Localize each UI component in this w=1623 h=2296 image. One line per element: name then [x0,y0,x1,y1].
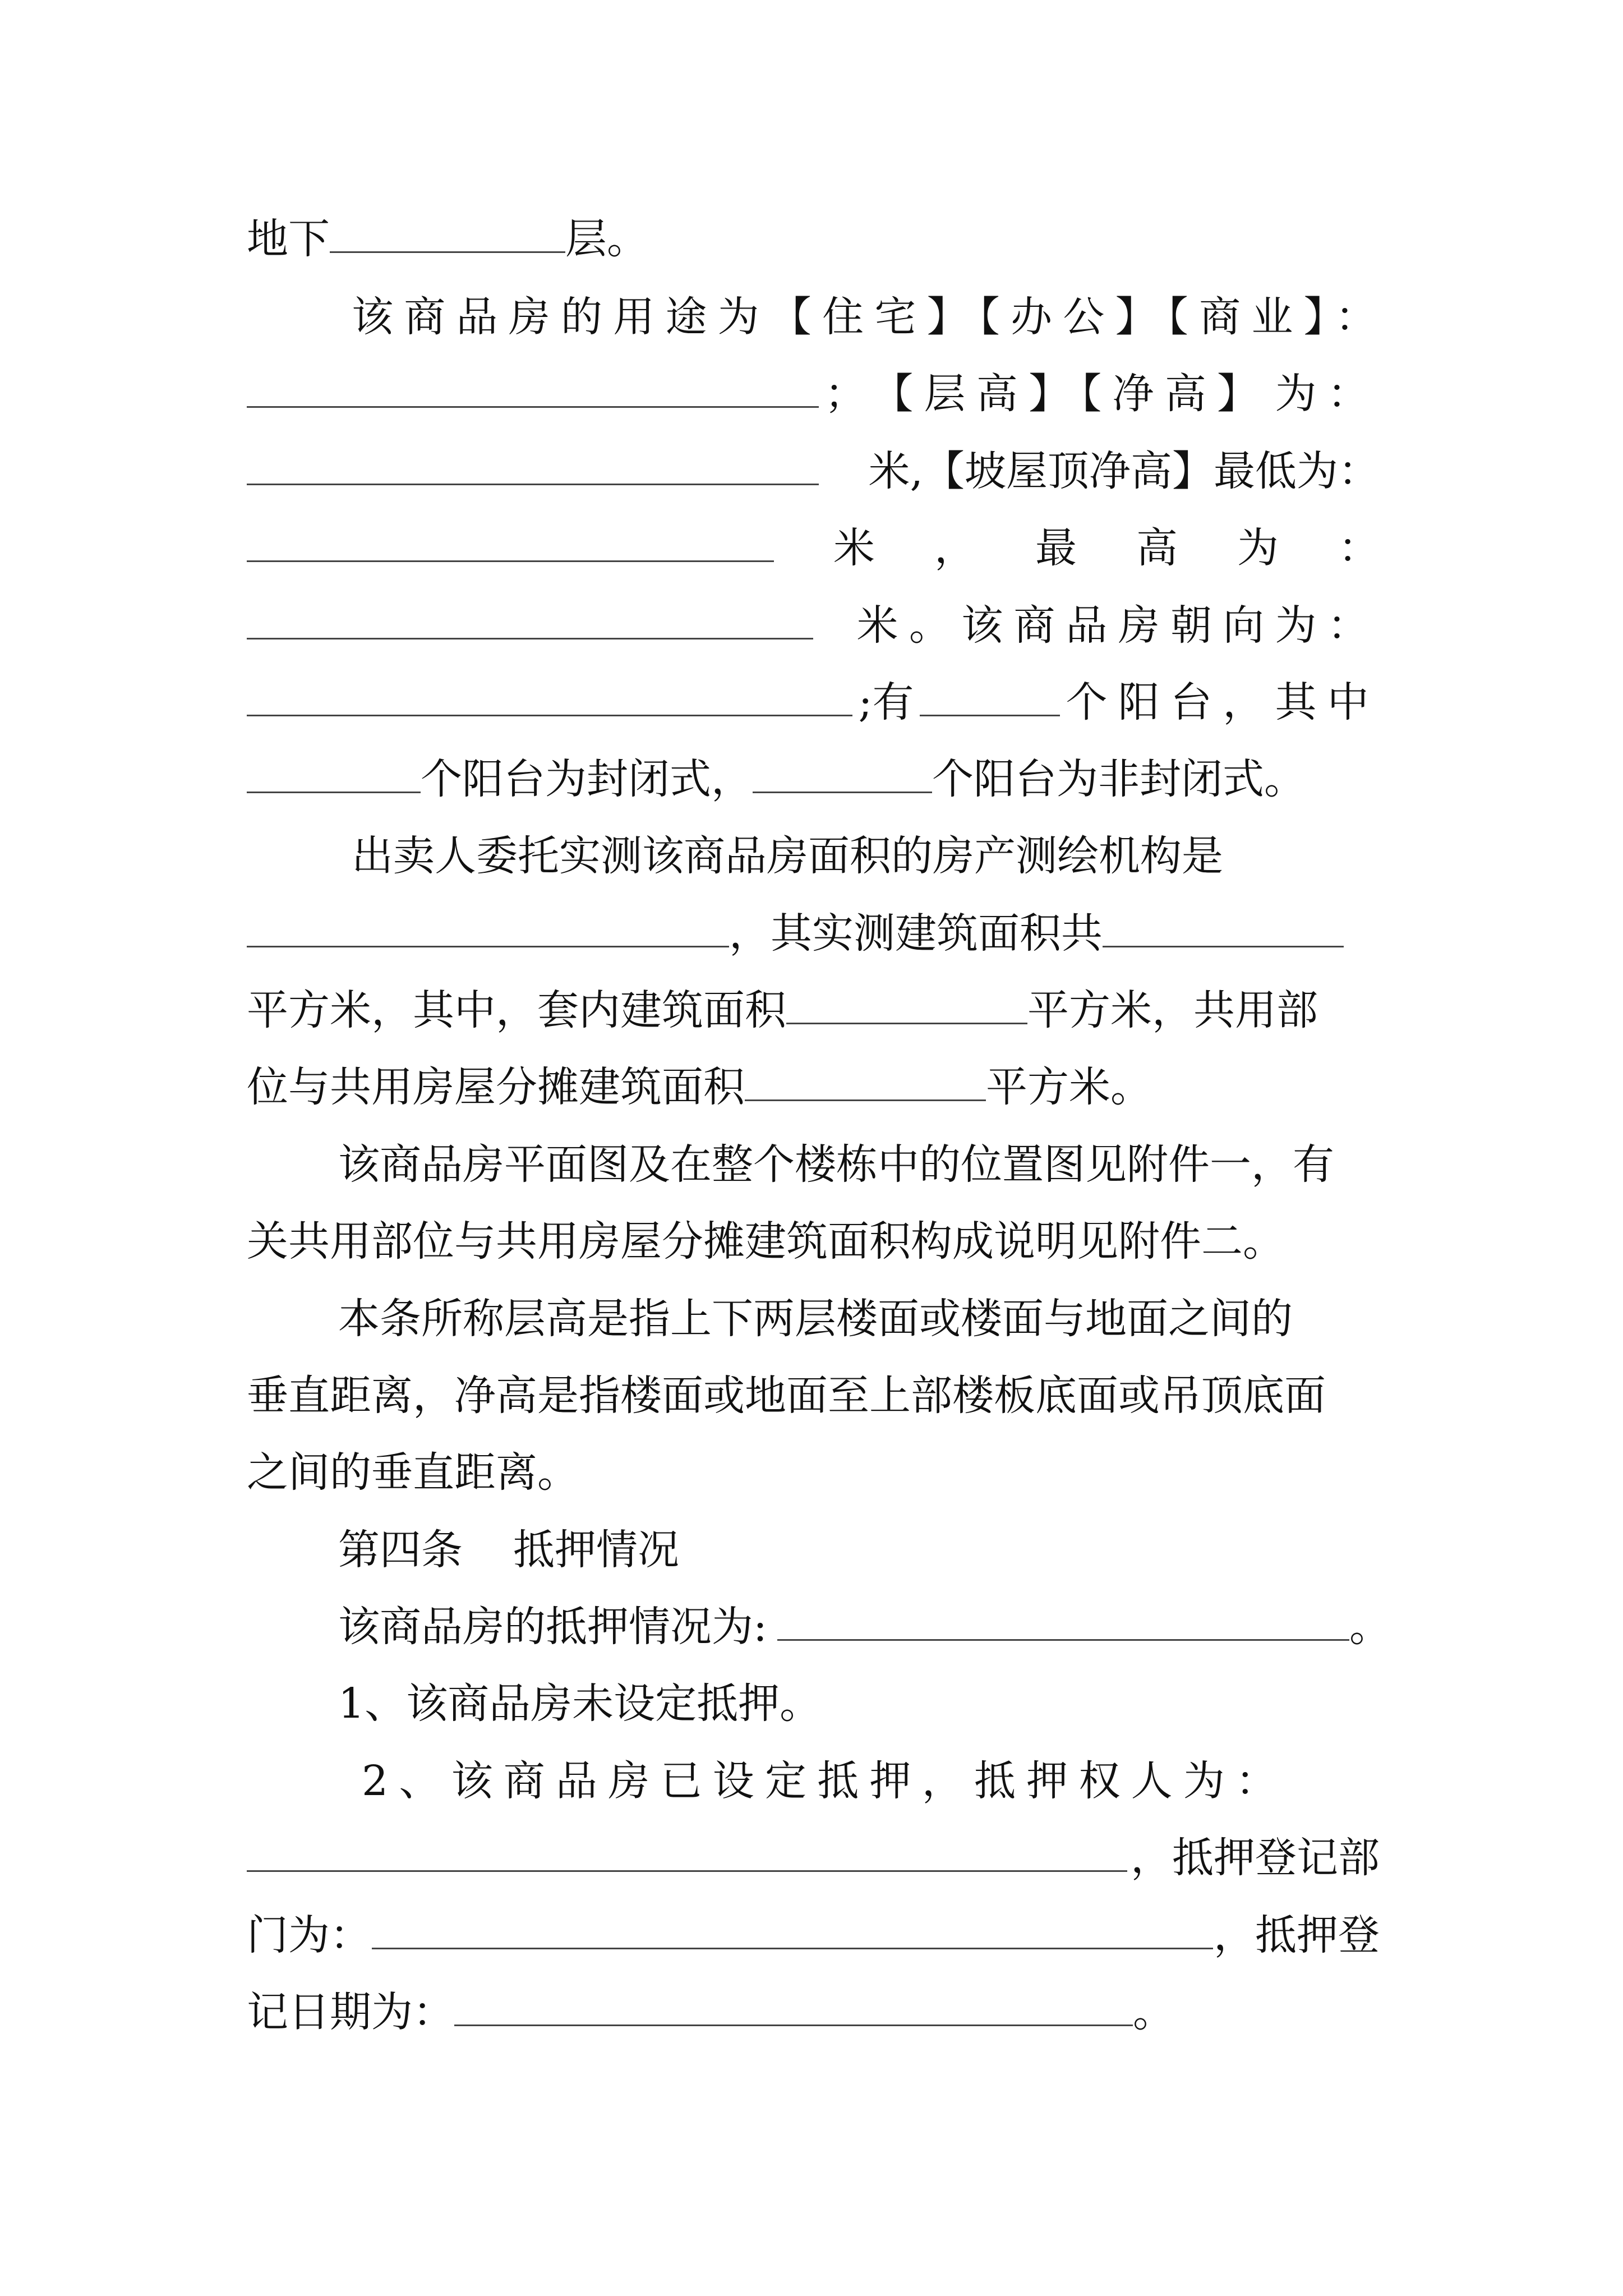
text-line [247,746,1380,813]
text-segment: 本条所称层高是指上下两层楼面或楼面与地面之间的 [338,1295,1293,1343]
text-line [338,1593,1471,1660]
fill-blank [247,678,852,716]
text-line [247,977,1380,1044]
fill-blank [247,601,813,639]
fill-blank [777,1603,1349,1641]
text-segment: 出卖人委托实测该商品房面积的房产测绘机构是 [352,832,1223,880]
text-line [247,1902,1380,1969]
fill-blank [786,986,1027,1024]
fill-blank [247,524,774,562]
text-segment: 高 [1136,524,1178,572]
text-line [362,1747,1380,1815]
section-heading [338,1516,1471,1584]
text-segment: 抵押情况 [513,1526,679,1574]
text-segment: 垂直距离，净高是指楼面或地面至上部楼板底面或吊顶底面 [247,1372,1326,1420]
text-segment: 记日期为： [247,1988,454,2036]
text-line [352,283,1388,351]
text-segment: 门为： [247,1911,371,1959]
text-segment: 。 [1133,1988,1174,2036]
text-segment: 该商品房的抵押情况为: [338,1603,767,1651]
fill-blank [247,447,819,485]
text-segment: 平方米。 [986,1063,1152,1111]
text-segment: ， [934,524,976,572]
text-segment: 1、该商品房未设定抵押。 [338,1680,822,1728]
text-line [247,592,1380,659]
text-segment: 米。该商品房朝向为： [856,601,1380,650]
text-segment: 平方米，其中，套内建筑面积 [247,986,786,1034]
text-segment: ，抵押登 [1214,1911,1380,1959]
text-segment: 【层高】【净高】 [872,370,1270,418]
text-segment: 最 [1035,524,1077,572]
text-line [247,205,1380,273]
text-line [247,1439,1380,1506]
fill-blank [920,678,1060,716]
text-segment: 第四条 [338,1526,463,1574]
fill-blank [247,370,819,408]
text-segment: 层。 [565,215,648,263]
fill-blank [247,755,421,793]
text-segment: 米 [833,524,875,572]
fill-blank [1103,909,1344,947]
text-line [247,1978,1380,2046]
text-line [247,1362,1380,1429]
text-line [247,900,1380,967]
text-segment: 个阳台为非封闭式。 [932,755,1306,803]
text-segment: ，其实测建筑面积共 [729,909,1103,958]
text-segment: 地下 [247,215,330,263]
text-line [338,1285,1471,1352]
text-segment: ； [824,370,866,418]
text-segment: 平方米，共用部 [1027,986,1318,1034]
text-line [247,438,1380,505]
text-segment: 之间的垂直距离。 [247,1448,579,1497]
text-segment: 2、该商品房已设定抵押，抵押权人为： [362,1757,1288,1805]
text-segment: ，抵押登记部 [1131,1834,1380,1882]
text-segment: 个阳台，其中 [1066,678,1380,726]
text-segment: 个阳台为封闭式， [421,755,753,803]
text-segment: 为： [1275,370,1380,418]
text-segment: 关共用部位与共用房屋分摊建筑面积构成说明见附件二。 [247,1217,1284,1266]
text-segment: 为 [1237,524,1279,572]
text-line [247,1053,1380,1121]
text-line [338,1131,1471,1198]
fill-blank [247,909,729,947]
text-line [247,1824,1380,1892]
text-line [247,1208,1380,1275]
text-segment: 位与共用房屋分摊建筑面积 [247,1063,745,1111]
text-segment: ： [1338,524,1380,572]
text-segment: 。 [1349,1603,1391,1651]
text-line [247,514,1380,582]
text-segment: 米,【坡屋顶净高】最低为： [868,447,1380,495]
text-line [338,1670,1471,1737]
fill-blank [745,1063,986,1101]
text-line [247,669,1380,736]
fill-blank [753,755,932,793]
fill-blank [247,1834,1127,1872]
fill-blank [454,1988,1133,2026]
text-line [352,822,1484,890]
text-segment: 该商品房平面图及在整个楼栋中的位置图见附件一，有 [338,1140,1334,1189]
text-segment: 该商品房的用途为【住宅】【办公】【商业】： [352,293,1388,341]
text-segment: ;有 [858,678,914,726]
fill-blank [372,1911,1213,1949]
text-line [247,360,1380,427]
fill-blank [330,215,565,253]
